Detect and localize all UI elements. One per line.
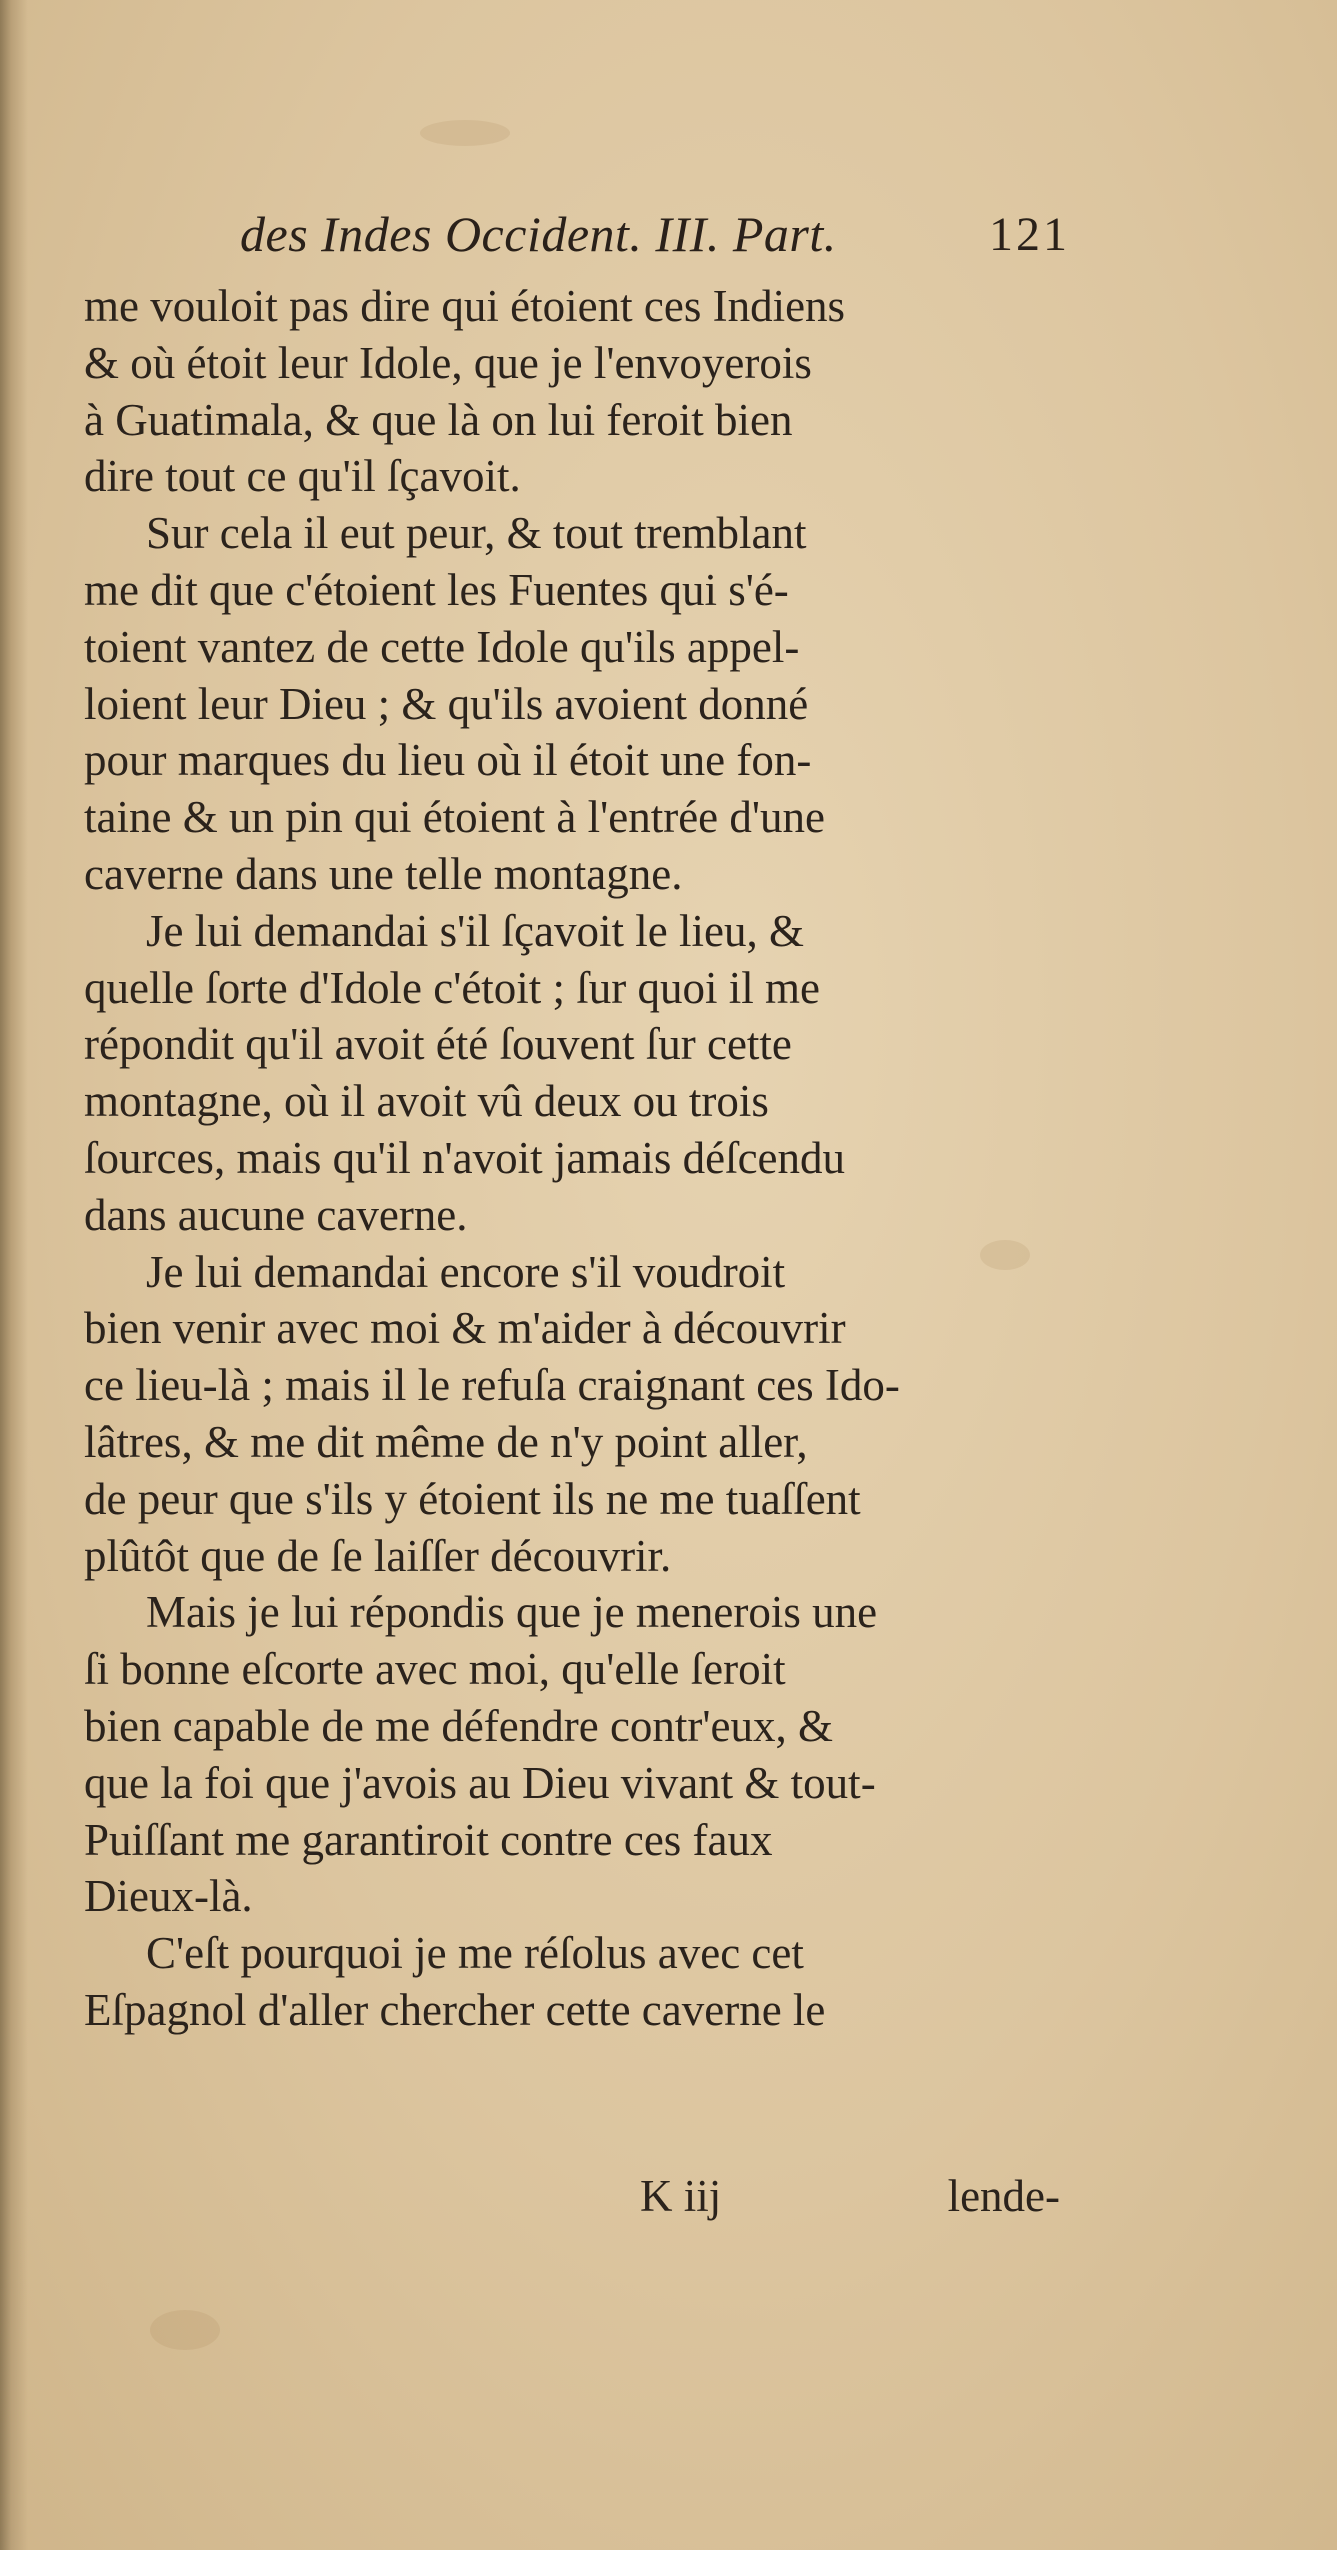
text-line: caverne dans une telle montagne. xyxy=(84,848,683,899)
body-text xyxy=(84,278,1064,2039)
text-line: quelle ſorte d'Idole c'étoit ; ſur quoi il me xyxy=(84,962,821,1013)
text-line: à Guatimala, & que là on lui feroit bien xyxy=(84,394,793,445)
text-line: me vouloit pas dire qui étoient ces Indiens xyxy=(84,281,846,331)
paragraph-start-line: Je lui demandai encore s'il voudroit xyxy=(146,1246,786,1297)
text-line: ſi bonne eſcorte avec moi, qu'elle ſeroit xyxy=(84,1644,786,1695)
signature-mark: K iij xyxy=(640,2171,722,2221)
page-number: 121 xyxy=(989,208,1070,261)
text-line: ce lieu-là ; mais il le refuſa craignant ces Ido- xyxy=(84,1360,900,1411)
text-line: Eſpagnol d'aller chercher cette caverne le xyxy=(84,1984,826,2035)
gutter-shadow xyxy=(0,0,28,2550)
text-line: toient vantez de cette Idole qu'ils appel- xyxy=(84,621,800,672)
text-line: lâtres, & me dit même de n'y point aller, xyxy=(84,1416,808,1467)
paragraph-start-line: C'eſt pourquoi je me réſolus avec cet xyxy=(146,1928,804,1979)
text-line: dire tout ce qu'il ſçavoit. xyxy=(84,451,521,502)
paper-stain xyxy=(150,2310,220,2350)
text-line: Dieux-là. xyxy=(84,1871,253,1922)
text-line: plûtôt que de ſe laiſſer découvrir. xyxy=(84,1530,672,1581)
paragraph-start-line: Je lui demandai s'il ſçavoit le lieu, & xyxy=(146,905,804,956)
text-line: dans aucune caverne. xyxy=(84,1189,468,1240)
text-line: que la foi que j'avois au Dieu vivant & tout- xyxy=(84,1757,876,1808)
paragraph-start-line: Sur cela il eut peur, & tout tremblant xyxy=(146,508,807,559)
text-line: bien venir avec moi & m'aider à découvrir xyxy=(84,1303,846,1354)
paragraph-start-line: Mais je lui répondis que je menerois une xyxy=(146,1587,878,1638)
text-line: répondit qu'il avoit été ſouvent ſur cette xyxy=(84,1019,792,1070)
text-line: de peur que s'ils y étoient ils ne me tuaſſent xyxy=(84,1473,861,1524)
paper-stain xyxy=(420,120,510,146)
running-head: des Indes Occident. III. Part. xyxy=(240,206,837,262)
page-footer xyxy=(640,2170,1060,2230)
text-line: loient leur Dieu ; & qu'ils avoient donné xyxy=(84,678,809,729)
text-line: Puiſſant me garantiroit contre ces faux xyxy=(84,1814,773,1865)
text-line: & où étoit leur Idole, que je l'envoyerois xyxy=(84,337,812,388)
page-header xyxy=(240,205,1070,275)
text-line: me dit que c'étoient les Fuentes qui s'é- xyxy=(84,564,789,615)
text-line: montagne, où il avoit vû deux ou trois xyxy=(84,1076,769,1127)
catchword: lende- xyxy=(947,2171,1060,2221)
text-line: taine & un pin qui étoient à l'entrée d'une xyxy=(84,792,825,843)
text-line: bien capable de me défendre contr'eux, & xyxy=(84,1700,834,1751)
text-line: ſources, mais qu'il n'avoit jamais déſcendu xyxy=(84,1132,846,1183)
text-line: pour marques du lieu où il étoit une fon- xyxy=(84,735,812,786)
